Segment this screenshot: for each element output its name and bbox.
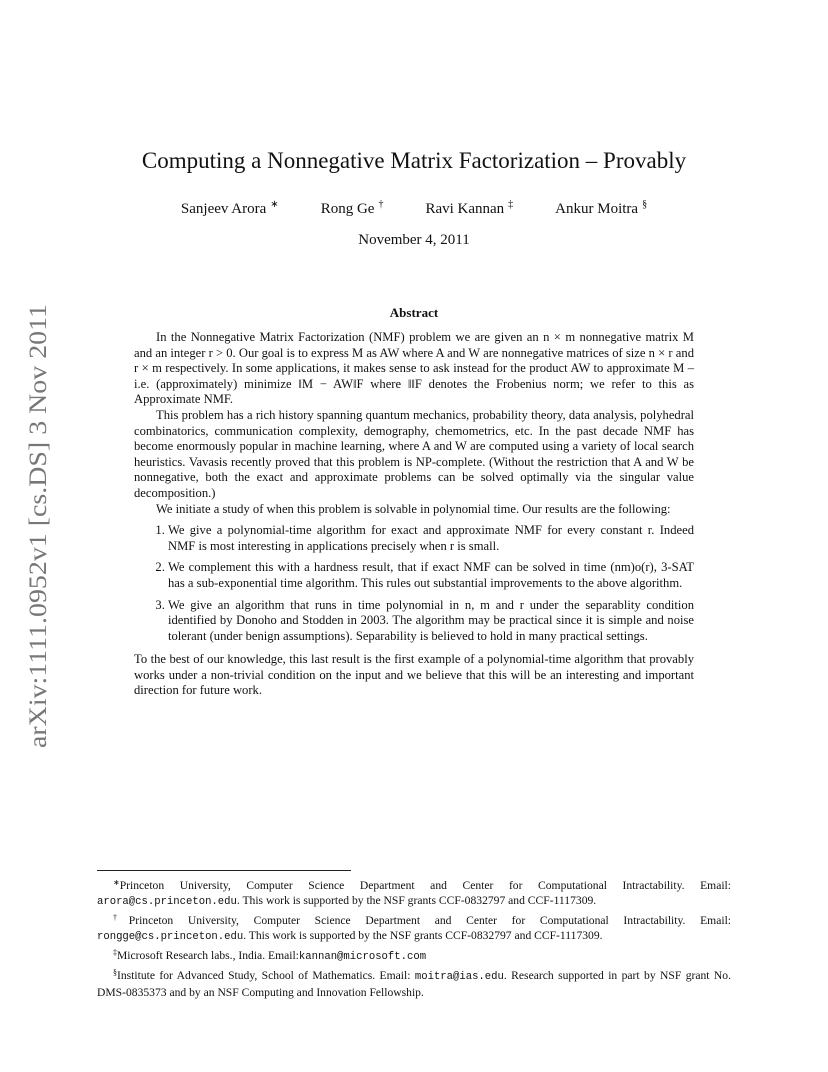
author-name: Rong Ge	[320, 201, 375, 217]
footnotes	[97, 870, 731, 1000]
footnote-divider	[97, 870, 351, 871]
publication-date: November 4, 2011	[358, 232, 470, 248]
footnote	[97, 945, 731, 965]
paper-title: Computing a Nonnegative Matrix Factorization – Provably	[141, 148, 687, 173]
footnote-tail: . This work is supported by the NSF grants CCF-0832797 and CCF-1117309.	[243, 929, 603, 942]
arxiv-identifier: arXiv:1111.0952v1 [cs.DS] 3 Nov 2011	[25, 350, 52, 748]
footnote-text: Princeton University, Computer Science Department and Center for Computational Intractability. Email:	[119, 879, 731, 892]
author-name: Ankur Moitra	[555, 201, 639, 217]
arxiv-side-stamp	[14, 300, 54, 752]
footnote-tail: . This work is supported by the NSF grants CCF-0832797 and CCF-1117309.	[236, 894, 597, 907]
footnote-tail: . Research supported in part by NSF grant No. DMS-0835373 and by an NSF Computing and Innovation Fellowship.	[97, 969, 731, 999]
footnote-mark: ‡	[113, 948, 117, 957]
abstract-body	[134, 330, 694, 699]
footnote	[97, 875, 731, 910]
footnote	[97, 965, 731, 1000]
author-name: Ravi Kannan	[425, 201, 505, 217]
footnote-mark: §	[113, 968, 117, 977]
result-item: 3. We give an algorithm that runs in time polynomial in n, m and r under the separablity condition identified by Donoho and Stodden in 2003. The algorithm may be practical since it is simple and noise tolerant (under benign assumptions). Separability is believed to hold in many practical settings.	[168, 598, 694, 645]
result-item: 1. We give a polynomial-time algorithm for exact and approximate NMF for every constant r. Indeed NMF is most interesting in applications precisely when r is small.	[168, 523, 694, 554]
author-list	[0, 199, 828, 218]
abstract-paragraph: In the Nonnegative Matrix Factorization (NMF) problem we are given an n × m nonnegative matrix M and an integer r > 0. Our goal is to express M as AW where A and W are nonnegative matrices of size n × r and r × m respectively. In some applications, it makes sense to ask instead for the product AW to approximate M – i.e. (approximately) minimize ‖M − AW‖F where ‖‖F denotes the Frobenius norm; we refer to this as Approximate NMF.	[134, 330, 694, 407]
footnote-text: Microsoft Research labs., India. Email:	[117, 949, 299, 962]
abstract-paragraph: This problem has a rich history spanning quantum mechanics, probability theory, data analysis, polyhedral combinatorics, communication complexity, demography, chemometrics, etc. In the past decade NMF has become enormously popular in machine learning, where A and W are computed using a variety of local search heuristics. Vavasis recently proved that this problem is NP-complete. (Without the restriction that A and W be nonnegative, both the exact and approximate problems can be solved optimally via the singular value decomposition.)	[134, 407, 694, 500]
author-name: Sanjeev Arora	[180, 201, 267, 217]
footnote-email[interactable]: moitra@ias.edu	[414, 971, 504, 983]
author-footnote-mark: §	[642, 199, 648, 210]
abstract-closing: To the best of our knowledge, this last result is the first example of a polynomial-time algorithm that provably works under a non-trivial condition on the input and we believe that this will be an interesting and important direction for future work.	[134, 652, 694, 698]
footnote-mark: †	[113, 913, 129, 922]
abstract-heading: Abstract	[389, 305, 439, 320]
results-list	[134, 523, 694, 644]
result-item: 2. We complement this with a hardness result, that if exact NMF can be solved in time (nm)o(r), 3-SAT has a sub-exponential time algorithm. This rules out substantial improvements to the above algorithm.	[168, 560, 694, 591]
footnote-email[interactable]: arora@cs.princeton.edu	[97, 896, 237, 908]
footnote	[97, 910, 731, 945]
footnote-text: Institute for Advanced Study, School of Mathematics. Email:	[117, 969, 415, 982]
author	[321, 199, 384, 218]
author	[181, 199, 279, 218]
footnote-email[interactable]: rongge@cs.princeton.edu	[97, 931, 244, 943]
footnote-text: Princeton University, Computer Science Department and Center for Computational Intractability. Email:	[128, 914, 732, 927]
footnote-mark: ∗	[113, 878, 120, 887]
abstract-paragraph: We initiate a study of when this problem is solvable in polynomial time. Our results are the following:	[156, 501, 671, 516]
author-footnote-mark: †	[378, 199, 384, 210]
footnote-email[interactable]: kannan@microsoft.com	[298, 951, 427, 963]
author-footnote-mark: ‡	[508, 199, 514, 210]
author-footnote-mark: ∗	[270, 199, 279, 210]
author	[425, 199, 513, 218]
author	[555, 199, 647, 218]
